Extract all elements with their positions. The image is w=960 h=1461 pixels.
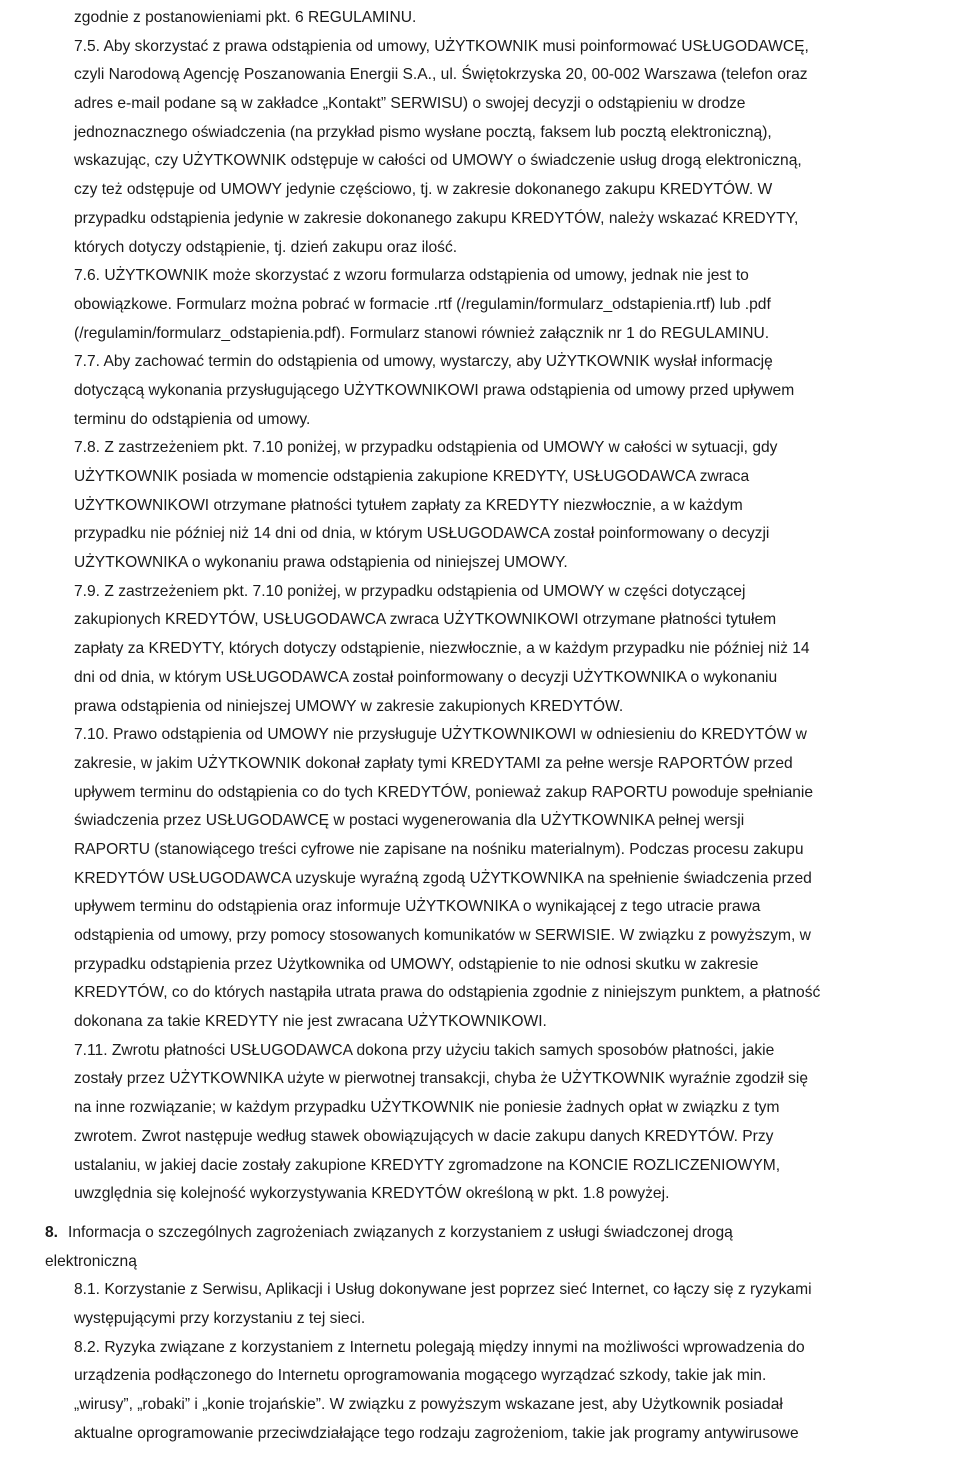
paragraph-7-8-line: UŻYTKOWNIKOWI otrzymane płatności tytułem zapłaty za KREDYTY niezwłocznie, a w każdym <box>74 496 743 514</box>
paragraph-7-5-line: przypadku odstąpienia jedynie w zakresie dokonanego zakupu KREDYTÓW, należy wskazać KREDYTY, <box>74 209 799 227</box>
paragraph-8-1-line: 8.1. Korzystanie z Serwisu, Aplikacji i Usług dokonywane jest poprzez sieć Internet, co łączy się z ryzykami <box>74 1281 812 1299</box>
paragraph-7-10-line: RAPORTU (stanowiącego treści cyfrowe nie zapisane na nośniku materialnym). Podczas procesu zakupu <box>74 840 804 858</box>
paragraph-7-11-line: zwrotem. Zwrot następuje według stawek obowiązujących w dacie zakupu danych KREDYTÓW. Przy <box>74 1127 774 1145</box>
paragraph-7-9-line: dni od dnia, w którym USŁUGODAWCA został poinformowany o decyzji UŻYTKOWNIKA o wykonaniu <box>74 668 778 686</box>
paragraph-7-11-line: 7.11. Zwrotu płatności USŁUGODAWCA dokona przy użyciu takich samych sposobów płatności, jakie <box>74 1041 775 1059</box>
paragraph-7-6-line: (/regulamin/formularz_odstapienia.pdf). Formularz stanowi również załącznik nr 1 do REGULAMINU. <box>74 324 770 342</box>
paragraph-7-10-line: odstąpienia od umowy, przy pomocy stosowanych komunikatów w SERWISIE. W związku z powyższym, w <box>74 927 811 944</box>
paragraph-7-10-line: upływem terminu do odstąpienia co do tych KREDYTÓW, ponieważ zakup RAPORTU powoduje spełnianie <box>74 783 814 801</box>
paragraph-7-11-line: zostały przez UŻYTKOWNIKA użyte w pierwotnej transakcji, chyba że UŻYTKOWNIK wyraźnie zgodził się <box>74 1070 808 1088</box>
paragraph-7-5-line: których dotyczy odstąpienie, tj. dzień zakupu oraz ilość. <box>74 238 458 256</box>
paragraph-7-5-line: 7.5. Aby skorzystać z prawa odstąpienia od umowy, UŻYTKOWNIK musi poinformować USŁUGODAWCĘ, <box>74 37 809 55</box>
paragraph-8-2-line: aktualne oprogramowanie przeciwdziałające tego rodzaju zagrożeniom, takie jak programy antywirusowe <box>74 1424 799 1442</box>
section-8-number: 8. <box>45 1223 59 1241</box>
paragraph-7-10-line: przypadku odstąpienia przez Użytkownika od UMOWY, odstąpienie to nie odnosi skutku w zakresie <box>74 955 759 973</box>
paragraph-7-10-line: zakresie, w jakim UŻYTKOWNIK dokonał zapłaty tymi KREDYTAMI za pełne wersje RAPORTÓW przed <box>74 754 793 772</box>
paragraph-7-9-line: zapłaty za KREDYTY, których dotyczy odstąpienie, niezwłocznie, a w każdym przypadku nie później niż 14 <box>74 640 810 658</box>
paragraph-7-8-line: 7.8. Z zastrzeżeniem pkt. 7.10 poniżej, w przypadku odstąpienia od UMOWY w całości w sytuacji, gdy <box>74 439 778 457</box>
section-8-title-continued: elektroniczną <box>45 1252 137 1270</box>
paragraph-7-5-line: adres e-mail podane są w zakładce „Kontakt” SERWISU) o swojej decyzji o odstąpieniu w drodze <box>74 95 746 113</box>
paragraph-7-8-line: przypadku nie później niż 14 dni od dnia, w którym USŁUGODAWCA został poinformowany o decyzji <box>74 525 770 543</box>
paragraph-7-10-line: upływem terminu do odstąpienia oraz informuje UŻYTKOWNIKA o wynikającej z tego utracie prawa <box>74 898 761 916</box>
paragraph-8-2-line: „wirusy”, „robaki” i „konie trojańskie”. W związku z powyższym wskazane jest, aby Użytkownik posiadał <box>74 1396 783 1413</box>
section-8-title: Informacja o szczególnych zagrożeniach związanych z korzystaniem z usługi świadczonej drogą <box>68 1223 733 1241</box>
paragraph-7-8-line: UŻYTKOWNIKA o wykonaniu prawa odstąpienia od niniejszej UMOWY. <box>74 554 568 572</box>
section-8-heading <box>45 1219 954 1248</box>
paragraph-7-5-line: wskazując, czy UŻYTKOWNIK odstępuje w całości od UMOWY o świadczenie usług drogą elektroniczną, <box>74 152 802 170</box>
paragraph-7-10-line: dokonana za takie KREDYTY nie jest zwracana UŻYTKOWNIKOWI. <box>74 1013 547 1031</box>
paragraph-7-7-line: terminu do odstąpienia od umowy. <box>74 410 311 428</box>
paragraph-7-10-line: KREDYTÓW USŁUGODAWCA uzyskuje wyraźną zgodą UŻYTKOWNIKA na spełnienie świadczenia przed <box>74 869 812 887</box>
paragraph-7-5-line: jednoznacznego oświadczenia (na przykład pismo wysłane pocztą, faksem lub pocztą elektroniczną), <box>74 123 772 141</box>
paragraph-7-9-line: prawa odstąpienia od niniejszej UMOWY w zakresie zakupionych KREDYTÓW. <box>74 697 624 715</box>
paragraph-7-11-line: na inne rozwiązanie; w każdym przypadku UŻYTKOWNIK nie poniesie żadnych opłat w związku z tym <box>74 1099 780 1117</box>
section-spacer <box>74 1209 954 1219</box>
paragraph-7-10-line: 7.10. Prawo odstąpienia od UMOWY nie przysługuje UŻYTKOWNIKOWI w odniesieniu do KREDYTÓW w <box>74 726 807 744</box>
paragraph-7-10-line: KREDYTÓW, co do których nastąpiła utrata prawa do odstąpienia zgodnie z niniejszym punktem, a płatność <box>74 984 821 1002</box>
paragraph-7-9-line: 7.9. Z zastrzeżeniem pkt. 7.10 poniżej, w przypadku odstąpienia od UMOWY w części dotyczącej <box>74 582 746 600</box>
paragraph-8-2-line: urządzenia podłączonego do Internetu oprogramowania mogącego wyrządzać szkody, takie jak min. <box>74 1367 767 1385</box>
paragraph-7-9-line: zakupionych KREDYTÓW, USŁUGODAWCA zwraca UŻYTKOWNIKOWI otrzymane płatności tytułem <box>74 611 777 629</box>
paragraph-8-2-line: 8.2. Ryzyka związane z korzystaniem z Internetu polegają między innymi na możliwości wprowadzenia do <box>74 1338 805 1356</box>
paragraph-8-1-line: występującymi przy korzystaniu z tej sieci. <box>74 1309 366 1327</box>
paragraph-7-5-line: czyli Narodową Agencję Poszanowania Energii S.A., ul. Świętokrzyska 20, 00-002 Warszawa (telefon oraz <box>74 66 808 84</box>
paragraph-7-11-line: ustalaniu, w jakiej dacie zostały zakupione KREDYTY zgromadzone na KONCIE ROZLICZENIOWYM, <box>74 1156 781 1174</box>
paragraph-7-7-line: 7.7. Aby zachować termin do odstąpienia od umowy, wystarczy, aby UŻYTKOWNIK wysłał informację <box>74 353 773 371</box>
paragraph-7-6-line: 7.6. UŻYTKOWNIK może skorzystać z wzoru formularza odstąpienia od umowy, jednak nie jest to <box>74 267 749 285</box>
paragraph-7-8-line: UŻYTKOWNIK posiada w momencie odstąpienia zakupione KREDYTY, USŁUGODAWCA zwraca <box>74 468 750 485</box>
paragraph-7-6-line: obowiązkowe. Formularz można pobrać w formacie .rtf (/regulamin/formularz_odstapienia.rtf) lub .pdf <box>74 295 771 313</box>
paragraph-7-10-line: świadczenia przez USŁUGODAWCĘ w postaci wygenerowania dla UŻYTKOWNIKA pełnej wersji <box>74 812 745 830</box>
paragraph-7-7-line: dotyczącą wykonania przysługującego UŻYTKOWNIKOWI prawa odstąpienia od umowy przed upływem <box>74 381 795 399</box>
text-line: zgodnie z postanowieniami pkt. 6 REGULAMINU. <box>74 9 417 26</box>
paragraph-7-5-line: czy też odstępuje od UMOWY jedynie częściowo, tj. w zakresie dokonanego zakupu KREDYTÓW. W <box>74 181 773 199</box>
document-flow <box>45 4 954 1448</box>
paragraph-7-11-line: uwzględnia się kolejność wykorzystywania KREDYTÓW określoną w pkt. 1.8 powyżej. <box>74 1185 670 1203</box>
